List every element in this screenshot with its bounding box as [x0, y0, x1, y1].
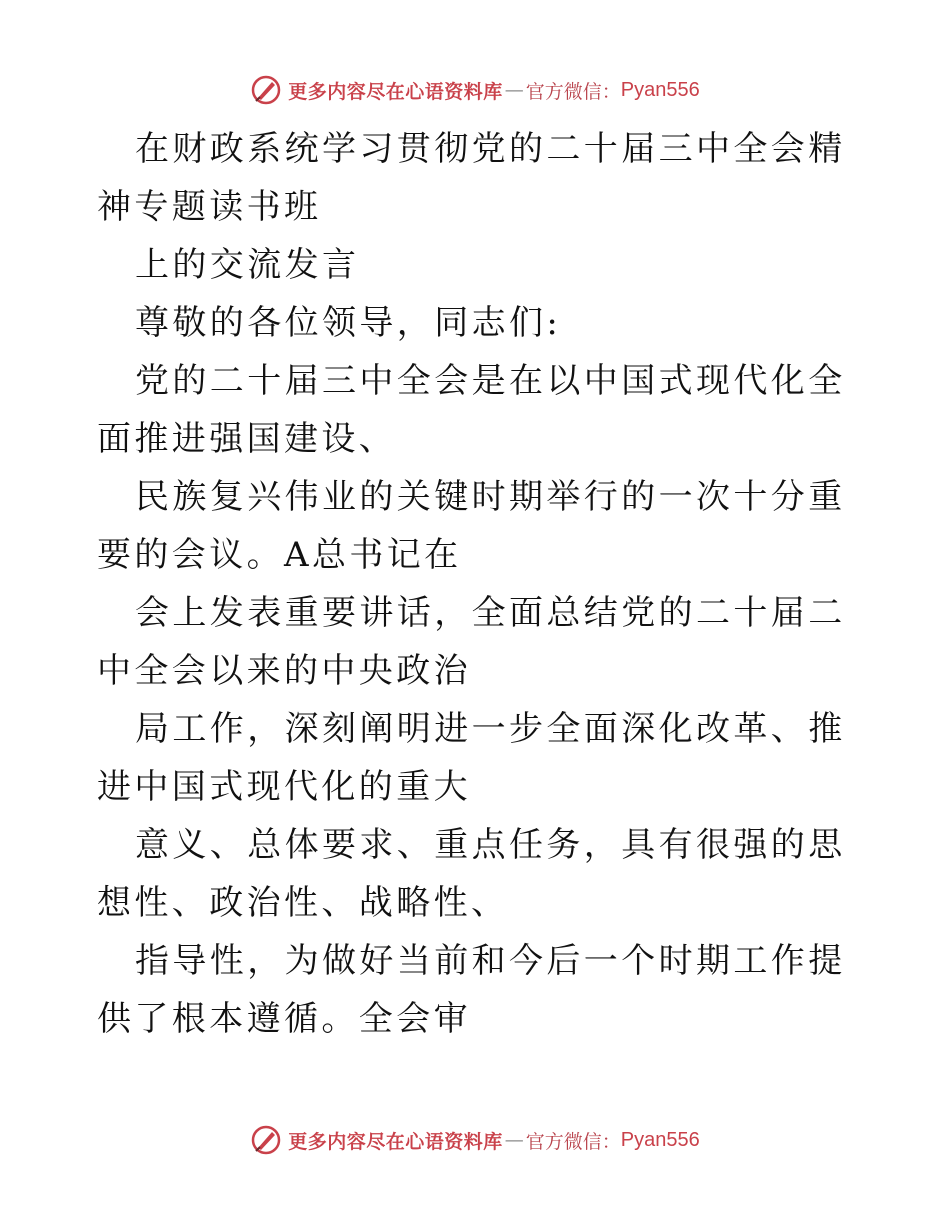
paragraph-salutation: 尊敬的各位领导，同志们:	[135, 303, 562, 343]
paragraph-title-1: 在财政系统学习贯彻党的二十届三中全会精神专题读书班	[97, 129, 846, 227]
paragraph-title-2: 上的交流发言	[135, 245, 360, 285]
document-body	[97, 120, 857, 1048]
paragraph-body-5: 意义、总体要求、重点任务，具有很强的思想性、政治性、战略性、	[97, 825, 846, 923]
paragraph-body-3: 会上发表重要讲话，全面总结党的二十届二中全会以来的中央政治	[97, 593, 846, 691]
watermark-wechat-label: 官方微信：	[525, 1130, 621, 1153]
paragraph-body-4: 局工作，深刻阐明进一步全面深化改革、推进中国式现代化的重大	[97, 709, 846, 807]
watermark-site-text: 更多内容尽在心语资料库	[288, 1130, 503, 1153]
quill-logo-icon	[250, 1124, 282, 1156]
watermark-wechat-label: 官方微信：	[525, 80, 621, 103]
watermark-wechat-id: Pyan556	[620, 78, 700, 101]
quill-logo-icon	[250, 74, 282, 106]
paragraph-body-1: 党的二十届三中全会是在以中国式现代化全面推进强国建设、	[97, 361, 846, 459]
paragraph-body-2: 民族复兴伟业的关键时期举行的一次十分重要的会议。A总书记在	[97, 477, 846, 575]
watermark-wechat-id: Pyan556	[620, 1128, 700, 1151]
header-watermark	[0, 70, 950, 110]
watermark-separator: —	[504, 1129, 524, 1151]
watermark-separator: —	[504, 79, 524, 101]
watermark-site-text: 更多内容尽在心语资料库	[288, 80, 503, 103]
footer-watermark	[0, 1120, 950, 1160]
paragraph-body-6: 指导性，为做好当前和今后一个时期工作提供了根本遵循。全会审	[97, 941, 846, 1039]
